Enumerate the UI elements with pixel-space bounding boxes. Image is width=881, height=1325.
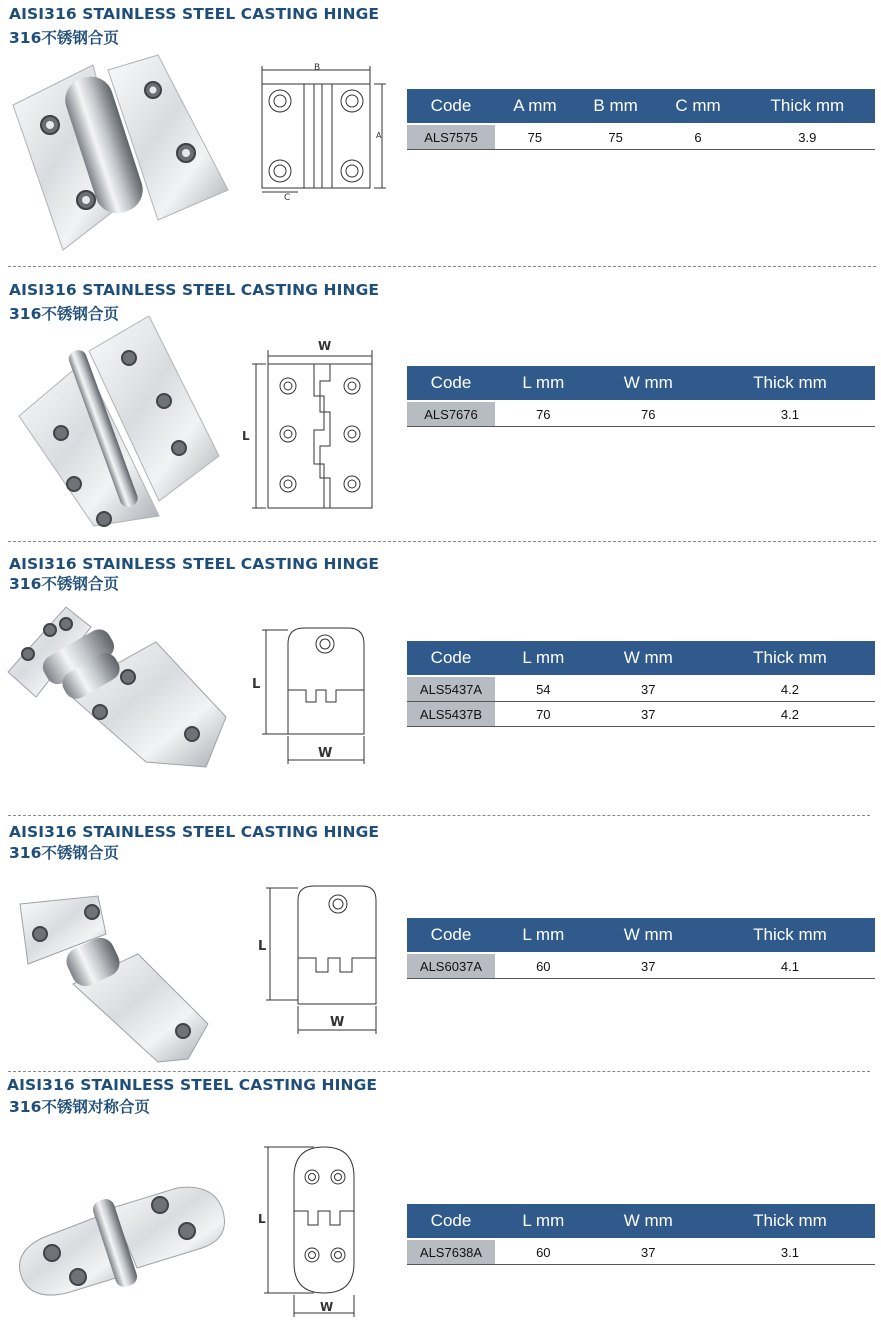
table-header-row — [407, 1204, 875, 1239]
technical-drawing-5 — [254, 1143, 374, 1318]
hinge-photo-symmetric — [12, 1183, 232, 1308]
hinge-photo-offset-long — [18, 894, 218, 1064]
cell-w: 76 — [592, 401, 705, 427]
header-a: A mm — [495, 89, 575, 124]
cell-code: ALS7676 — [407, 401, 495, 427]
drawing-label-l: L — [258, 939, 267, 954]
cell-a: 75 — [495, 124, 575, 150]
header-code: Code — [407, 1204, 495, 1239]
header-l: L mm — [495, 641, 592, 676]
drawing-label-l: L — [242, 429, 250, 443]
table-row — [407, 702, 875, 727]
drawing-label-w: W — [318, 746, 333, 761]
section-title-cn: 316不锈钢合页 — [9, 575, 119, 593]
table-row — [407, 401, 875, 427]
cell-l: 60 — [495, 1239, 592, 1265]
header-thick: Thick mm — [705, 366, 875, 401]
section-title-en: AISI316 STAINLESS STEEL CASTING HINGE — [9, 823, 380, 841]
header-thick: Thick mm — [705, 918, 875, 953]
table-row — [407, 124, 875, 150]
cell-thick: 3.1 — [705, 1239, 875, 1265]
product-section-5 — [0, 1075, 881, 1325]
cell-w: 37 — [592, 1239, 705, 1265]
table-header-row — [407, 918, 875, 953]
section-title-cn: 316不锈钢合页 — [9, 305, 119, 323]
drawing-label-c: C — [284, 193, 291, 203]
cell-w: 37 — [592, 702, 705, 727]
section-divider — [8, 541, 876, 542]
header-thick: Thick mm — [705, 1204, 875, 1239]
header-c: C mm — [656, 89, 739, 124]
header-l: L mm — [495, 1204, 592, 1239]
drawing-label-w: W — [318, 339, 332, 353]
spec-table-5 — [407, 1204, 875, 1265]
section-divider — [8, 815, 870, 816]
cell-c: 6 — [656, 124, 739, 150]
header-code: Code — [407, 641, 495, 676]
drawing-label-a: A — [376, 131, 382, 140]
cell-l: 76 — [495, 401, 592, 427]
technical-drawing-2 — [240, 336, 380, 511]
section-title-en: AISI316 STAINLESS STEEL CASTING HINGE — [9, 555, 380, 573]
cell-code: ALS5437A — [407, 676, 495, 702]
spec-table-2 — [407, 366, 875, 427]
hinge-photo-offset — [6, 602, 231, 777]
product-section-3 — [0, 552, 881, 817]
header-l: L mm — [495, 366, 592, 401]
cell-thick: 4.2 — [705, 676, 875, 702]
cell-l: 54 — [495, 676, 592, 702]
table-row — [407, 676, 875, 702]
table-header-row — [407, 89, 875, 124]
technical-drawing-3 — [248, 624, 378, 774]
product-section-4 — [0, 822, 881, 1072]
drawing-label-l: L — [258, 1212, 266, 1226]
section-title-cn: 316不锈钢合页 — [9, 29, 119, 47]
header-code: Code — [407, 89, 495, 124]
cell-thick: 4.2 — [705, 702, 875, 727]
header-w: W mm — [592, 641, 705, 676]
cell-l: 70 — [495, 702, 592, 727]
drawing-label-b: B — [314, 63, 321, 73]
table-row — [407, 953, 875, 979]
technical-drawing-1 — [252, 58, 392, 208]
spec-table-4 — [407, 918, 875, 979]
cell-thick: 4.1 — [705, 953, 875, 979]
section-title-cn: 316不锈钢对称合页 — [9, 1098, 150, 1116]
spec-table-1 — [407, 89, 875, 150]
section-divider — [8, 1071, 870, 1072]
cell-l: 60 — [495, 953, 592, 979]
cell-w: 37 — [592, 953, 705, 979]
section-title-en: AISI316 STAINLESS STEEL CASTING HINGE — [7, 1076, 378, 1094]
section-title-en: AISI316 STAINLESS STEEL CASTING HINGE — [9, 281, 380, 299]
cell-thick: 3.9 — [740, 124, 875, 150]
cell-code: ALS7575 — [407, 124, 495, 150]
product-section-2 — [0, 278, 881, 543]
header-w: W mm — [592, 366, 705, 401]
header-thick: Thick mm — [705, 641, 875, 676]
drawing-label-w: W — [320, 1300, 334, 1314]
header-thick: Thick mm — [740, 89, 875, 124]
header-code: Code — [407, 366, 495, 401]
table-header-row — [407, 641, 875, 676]
section-title-cn: 316不锈钢合页 — [9, 844, 119, 862]
cell-code: ALS7638A — [407, 1239, 495, 1265]
header-code: Code — [407, 918, 495, 953]
cell-thick: 3.1 — [705, 401, 875, 427]
cell-code: ALS5437B — [407, 702, 495, 727]
drawing-label-w: W — [330, 1015, 345, 1030]
header-b: B mm — [575, 89, 657, 124]
drawing-label-l: L — [252, 677, 261, 692]
header-w: W mm — [592, 918, 705, 953]
cell-code: ALS6037A — [407, 953, 495, 979]
table-header-row — [407, 366, 875, 401]
spec-table-3 — [407, 641, 875, 727]
cell-b: 75 — [575, 124, 657, 150]
hinge-photo-square — [8, 50, 238, 260]
header-w: W mm — [592, 1204, 705, 1239]
section-title-en: AISI316 STAINLESS STEEL CASTING HINGE — [9, 5, 380, 23]
product-section-1 — [0, 0, 881, 270]
technical-drawing-4 — [258, 880, 388, 1040]
cell-w: 37 — [592, 676, 705, 702]
header-l: L mm — [495, 918, 592, 953]
section-divider — [8, 266, 876, 267]
table-row — [407, 1239, 875, 1265]
hinge-photo-butt — [14, 316, 234, 531]
